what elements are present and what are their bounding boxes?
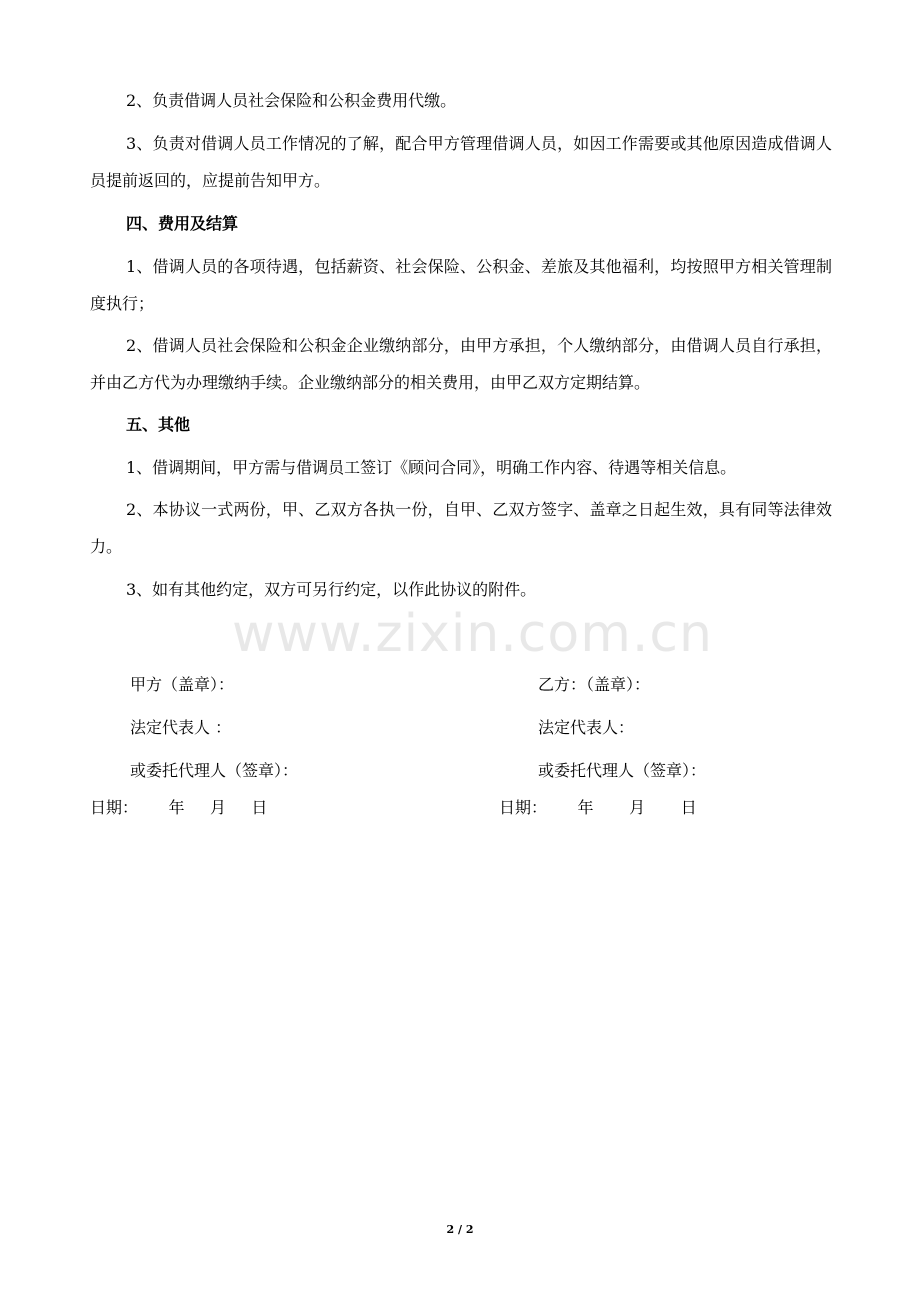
party-b-date-label: 日期： 年 月 日 bbox=[499, 798, 697, 817]
paragraph-fees-2: 2、借调人员社会保险和公积金企业缴纳部分，由甲方承担，个人缴纳部分，由借调人员自行承担，并由乙方代为办理缴纳手续。企业缴纳部分的相关费用，由甲乙双方定期结算。 bbox=[90, 336, 832, 392]
party-b-legal-rep-label: 法定代表人： bbox=[538, 718, 635, 737]
paragraph-other-3: 3、如有其他约定，双方可另行约定，以作此协议的附件。 bbox=[126, 580, 537, 599]
party-b-seal-label: 乙方：（盖章）： bbox=[538, 675, 651, 694]
paragraph-other-2: 2、本协议一式两份，甲、乙双方各执一份，自甲、乙双方签字、盖章之日起生效，具有同等法律效力。 bbox=[90, 500, 832, 556]
watermark: www.zixin.com.cn bbox=[232, 604, 713, 664]
party-a-agent-label: 或委托代理人（签章）： bbox=[130, 761, 299, 780]
party-a-legal-rep-label: 法定代表人 ： bbox=[130, 718, 232, 737]
party-a-seal-label: 甲方（盖章）： bbox=[130, 675, 235, 694]
party-b-agent-label: 或委托代理人（签章）： bbox=[538, 761, 707, 780]
paragraph-party-b-2: 2、负责借调人员社会保险和公积金费用代缴。 bbox=[126, 91, 457, 110]
section-heading-fees: 四、费用及结算 bbox=[126, 214, 239, 233]
party-a-date-label: 日期： 年 月 日 bbox=[90, 798, 268, 817]
section-heading-other: 五、其他 bbox=[126, 415, 191, 434]
paragraph-party-b-3: 3、负责对借调人员工作情况的了解，配合甲方管理借调人员，如因工作需要或其他原因造成借调人员提前返回的，应提前告知甲方。 bbox=[90, 134, 832, 190]
page-number: 2 / 2 bbox=[446, 1223, 474, 1236]
paragraph-fees-1: 1、借调人员的各项待遇，包括薪资、社会保险、公积金、差旅及其他福利，均按照甲方相关管理制度执行； bbox=[90, 257, 832, 313]
paragraph-other-1: 1、借调期间，甲方需与借调员工签订《顾问合同》，明确工作内容、待遇等相关信息。 bbox=[126, 458, 737, 477]
